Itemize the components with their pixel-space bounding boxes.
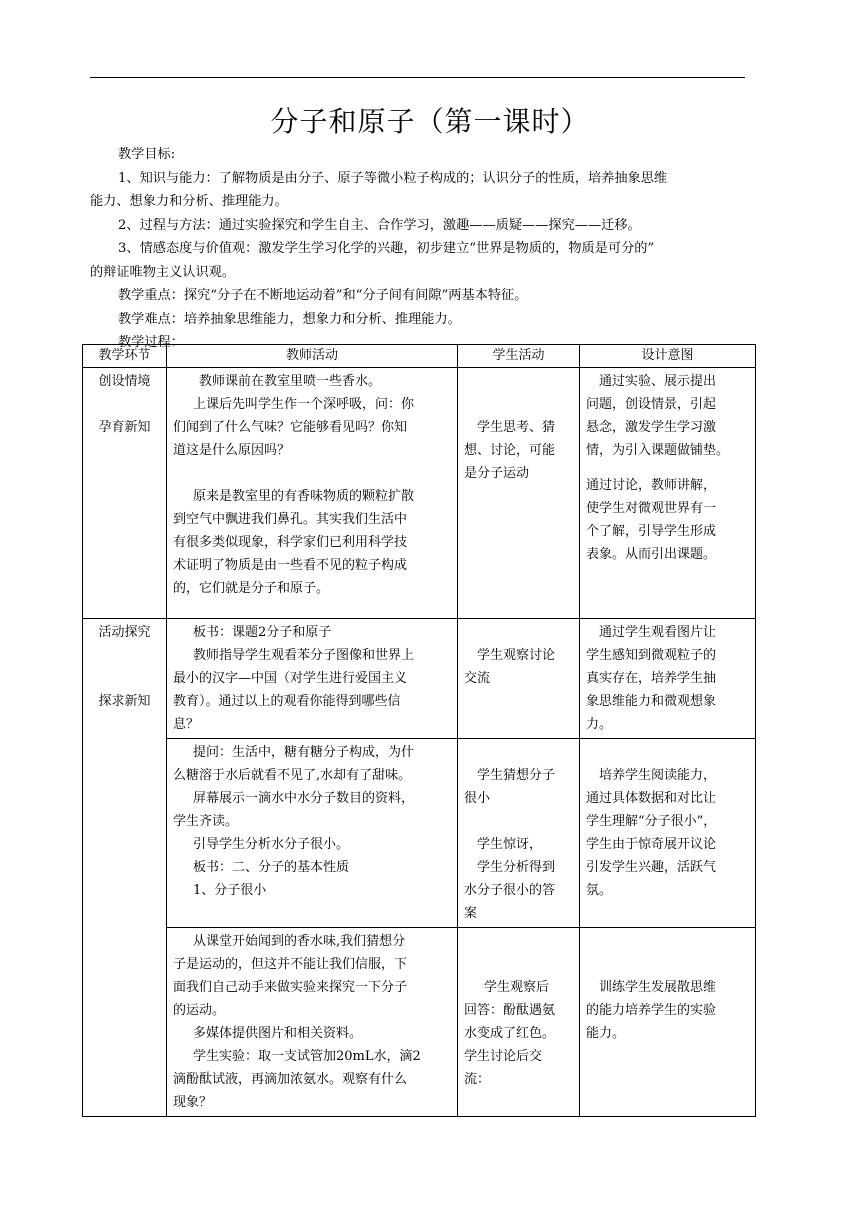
header-student-activity: 学生活动	[458, 345, 580, 368]
cell-line: 从课堂开始闻到的香水味,我们猜想分	[193, 934, 406, 949]
cell-line: 训练学生发展散思维	[599, 980, 717, 995]
cell-line: 氛。	[586, 883, 613, 898]
goal-3-line-2: 的辩证唯物主义认识观。	[90, 264, 236, 280]
cell-line: 案	[464, 906, 478, 921]
cell-line: 原来是教室里的有香味物质的颗粒扩散	[193, 489, 415, 504]
cell-line: 学生观察后	[484, 980, 550, 995]
design-intent-cell	[580, 619, 756, 739]
table-row	[83, 619, 756, 739]
cell-line: 情，为引入课题做铺垫。	[586, 443, 730, 458]
goals-heading: 教学目标:	[118, 147, 176, 162]
teacher-activity-cell	[167, 619, 458, 739]
cell-line: 引导学生分析水分子很小。	[193, 837, 350, 852]
cell-line: 的，它们就是分子和原子。	[173, 581, 330, 596]
teacher-activity-cell	[167, 928, 458, 1117]
intro-section	[90, 143, 755, 355]
cell-line: 学生理解“分子很小”，	[586, 814, 717, 829]
teacher-activity-cell	[167, 739, 458, 928]
teacher-activity-cell	[167, 368, 458, 619]
cell-line: 真实存在，培养学生抽	[586, 671, 717, 686]
cell-line: 通过讨论，教师讲解，	[586, 478, 717, 493]
stage-label: 孕育新知	[98, 420, 151, 435]
cell-line: 使学生对微观世界有一	[586, 501, 717, 516]
cell-line: 最小的汉字—中国（对学生进行爱国主义	[173, 671, 408, 686]
header-rule	[90, 77, 745, 78]
table-row	[83, 739, 756, 928]
cell-line: 回答：酚酞遇氨	[464, 1003, 556, 1018]
header-stage: 教学环节	[83, 345, 167, 368]
stage-label: 活动探究	[98, 625, 151, 640]
cell-line: 通过具体数据和对比让	[586, 791, 717, 806]
cell-line: 上课后先叫学生作一个深呼吸，问：你	[193, 397, 415, 412]
cell-line: 学生由于惊奇展开议论	[586, 837, 717, 852]
cell-line: 提问：生活中，糖有糖分子构成，为什	[193, 745, 415, 760]
cell-line: 学生齐读。	[173, 814, 239, 829]
cell-line: 水变成了红色。	[464, 1026, 556, 1041]
cell-line: 交流	[464, 671, 491, 686]
cell-line: 滴酚酞试液，再滴加浓氨水。观察有什么	[173, 1072, 408, 1087]
cell-line: 象思维能力和微观想象	[586, 694, 717, 709]
cell-line: 学生猜想分子	[477, 768, 556, 783]
student-activity-cell	[458, 739, 580, 928]
goal-1-line-1: 1、知识与能力：了解物质是由分子、原子等微小粒子构成的；认识分子的性质，培养抽象思维	[118, 170, 668, 186]
cell-line: 表象。从而引出课题。	[586, 547, 717, 562]
cell-line: 学生感知到微观粒子的	[586, 648, 717, 663]
stage-cell	[83, 368, 167, 619]
cell-line: 很小	[464, 791, 491, 806]
header-design-intent: 设计意图	[580, 345, 756, 368]
cell-line: 问题，创设情景，引起	[586, 397, 717, 412]
cell-line: 流：	[464, 1072, 491, 1087]
table-row	[83, 368, 756, 619]
student-activity-cell	[458, 619, 580, 739]
cell-line: 引发学生兴趣，活跃气	[586, 860, 717, 875]
process-heading: 教学过程：	[118, 335, 184, 350]
cell-line: 想、讨论，可能	[464, 443, 556, 458]
key-point: 教学重点：探究“分子在不断地运动着”和“分子间有间隙”两基本特征。	[118, 288, 528, 303]
cell-line: 面我们自己动手来做实验来探究一下分子	[173, 980, 408, 995]
cell-line: 的运动。	[173, 1003, 226, 1018]
page-title: 分子和原子（第一课时）	[270, 105, 590, 138]
cell-line: 道这是什么原因吗？	[173, 443, 291, 458]
student-activity-cell	[458, 928, 580, 1117]
cell-line: 学生思考、猜	[477, 420, 556, 435]
cell-line: 么糖溶于水后就看不见了,水却有了甜味。	[173, 768, 412, 783]
table-row	[83, 928, 756, 1117]
design-intent-cell	[580, 368, 756, 619]
cell-line: 术证明了物质是由一些看不见的粒子构成	[173, 558, 408, 573]
cell-line: 力。	[586, 717, 613, 732]
table-header-row	[83, 345, 756, 368]
design-intent-cell	[580, 928, 756, 1117]
cell-line: 教师课前在教室里喷一些香水。	[199, 374, 382, 389]
cell-line: 子是运动的，但这并不能让我们信服，下	[173, 957, 408, 972]
cell-line: 多媒体提供图片和相关资料。	[193, 1026, 363, 1041]
cell-line: 有很多类似现象，科学家们已利用科学技	[173, 535, 408, 550]
cell-line: 们闻到了什么气味？它能够看见吗？你知	[173, 420, 408, 435]
goal-2: 2、过程与方法：通过实验探究和学生自主、合作学习，激趣——质疑——探究——迁移。	[118, 217, 641, 233]
cell-line: 培养学生阅读能力，	[599, 768, 717, 783]
cell-line: 通过学生观看图片让	[599, 625, 717, 640]
stage-cell	[83, 619, 167, 1117]
cell-line: 水分子很小的答	[464, 883, 556, 898]
cell-line: 板书：二、分子的基本性质	[193, 860, 350, 875]
cell-line: 教育）。通过以上的观看你能得到哪些信	[173, 694, 401, 709]
cell-line: 现象？	[173, 1095, 213, 1110]
cell-line: 学生惊讶，	[477, 837, 543, 852]
cell-line: 学生观察讨论	[477, 648, 556, 663]
cell-line: 教师指导学生观看苯分子图像和世界上	[193, 648, 415, 663]
header-teacher-activity: 教师活动	[167, 345, 458, 368]
goal-3-line-1: 3、情感态度与价值观：激发学生学习化学的兴趣，初步建立“世界是物质的，物质是可分的”	[118, 241, 655, 256]
stage-label: 创设情境	[98, 374, 151, 389]
goal-1-line-2: 能力、想象力和分析、推理能力。	[90, 194, 288, 209]
design-intent-cell	[580, 739, 756, 928]
cell-line: 学生实验：取一支试管加20mL水，滴2	[193, 1049, 421, 1064]
lesson-table	[82, 344, 756, 1117]
cell-line: 屏幕展示一滴水中水分子数目的资料，	[193, 791, 415, 806]
cell-line: 能力。	[586, 1026, 626, 1041]
cell-line: 通过实验、展示提出	[599, 374, 717, 389]
cell-line: 个了解，引导学生形成	[586, 524, 717, 539]
student-activity-cell	[458, 368, 580, 619]
cell-line: 是分子运动	[464, 466, 530, 481]
cell-line: 1、分子很小	[193, 883, 267, 898]
stage-label: 探求新知	[98, 694, 151, 709]
difficulty: 教学难点：培养抽象思维能力，想象力和分析、推理能力。	[118, 311, 461, 327]
cell-line: 学生分析得到	[477, 860, 556, 875]
cell-line: 息？	[173, 717, 200, 732]
cell-line: 到空气中飘进我们鼻孔。其实我们生活中	[173, 512, 408, 527]
cell-line: 学生讨论后交	[464, 1049, 543, 1064]
cell-line: 悬念，激发学生学习激	[586, 420, 717, 435]
cell-line: 板书：课题2分子和原子	[193, 625, 332, 640]
cell-line: 的能力培养学生的实验	[586, 1003, 717, 1018]
